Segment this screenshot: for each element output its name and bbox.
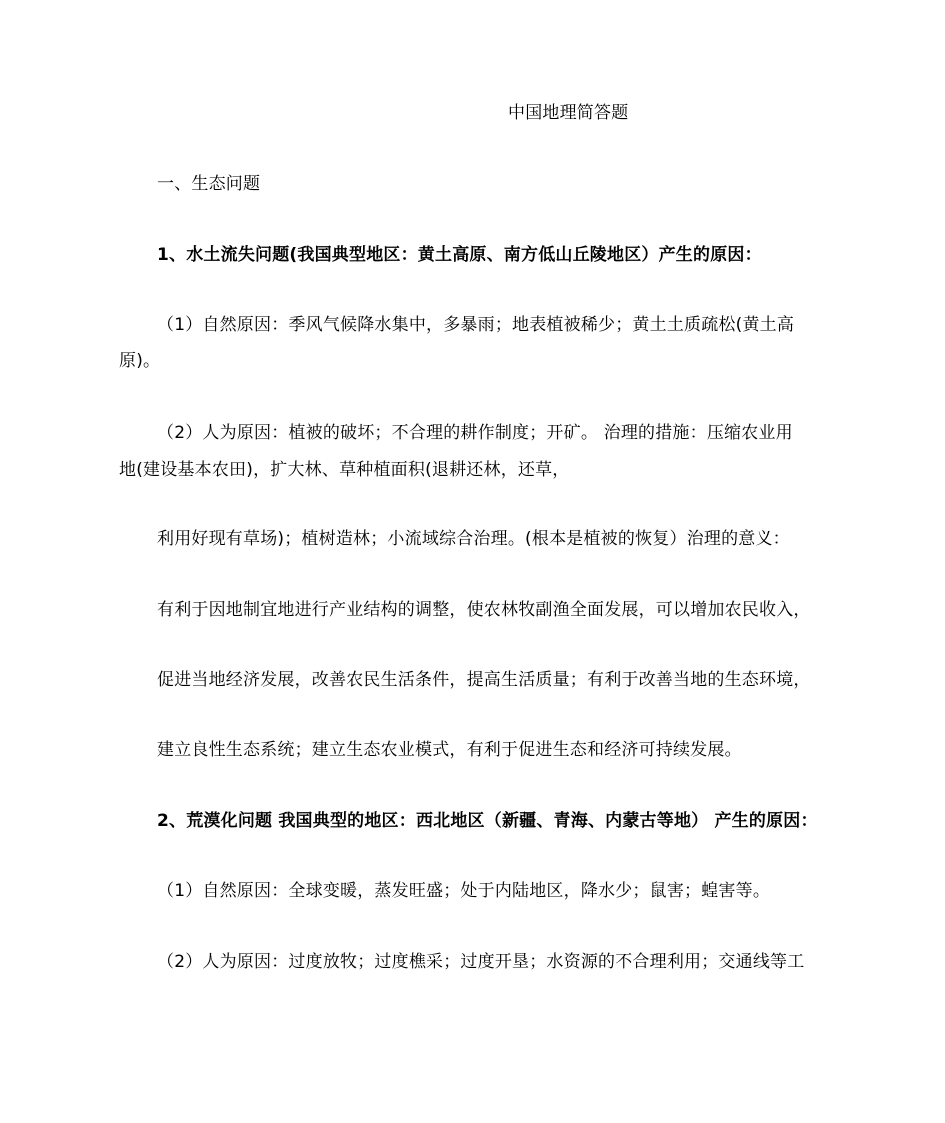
question-heading-desertification: 2、荒漠化问题 我国典型的地区：西北地区（新疆、青海、内蒙古等地） 产生的原因： <box>157 811 818 831</box>
document-title: 中国地理简答题 <box>508 103 629 123</box>
paragraph-line: （1）自然原因：全球变暖，蒸发旺盛；处于内陆地区，降水少；鼠害；蝗害等。 <box>157 881 771 901</box>
paragraph-line: 利用好现有草场)；植树造林；小流域综合治理。(根本是植被的恢复）治理的意义： <box>157 529 790 549</box>
question-heading-soil-erosion: 1、水土流失问题(我国典型地区：黄土高原、南方低山丘陵地区）产生的原因： <box>157 245 762 265</box>
paragraph-line: （2）人为原因：植被的破坏；不合理的耕作制度；开矿。 治理的措施：压缩农业用 <box>157 423 793 443</box>
paragraph-line: 建立良性生态系统；建立生态农业模式，有利于促进生态和经济可持续发展。 <box>157 740 742 760</box>
paragraph-line: 促进当地经济发展，改善农民生活条件，提高生活质量；有利于改善当地的生态环境， <box>157 670 811 690</box>
paragraph-line: （1）自然原因：季风气候降水集中，多暴雨；地表植被稀少；黄土土质疏松(黄土高 <box>157 315 795 335</box>
paragraph-line: 原)。 <box>119 351 161 371</box>
paragraph-line: （2）人为原因：过度放牧；过度樵采；过度开垦；水资源的不合理利用；交通线等工 <box>157 952 805 972</box>
paragraph-line: 地(建设基本农田)，扩大林、草种植面积(退耕还林，还草， <box>119 460 570 480</box>
paragraph-line: 有利于因地制宜地进行产业结构的调整，使农林牧副渔全面发展，可以增加农民收入， <box>157 600 811 620</box>
section-heading: 一、生态问题 <box>157 174 261 194</box>
